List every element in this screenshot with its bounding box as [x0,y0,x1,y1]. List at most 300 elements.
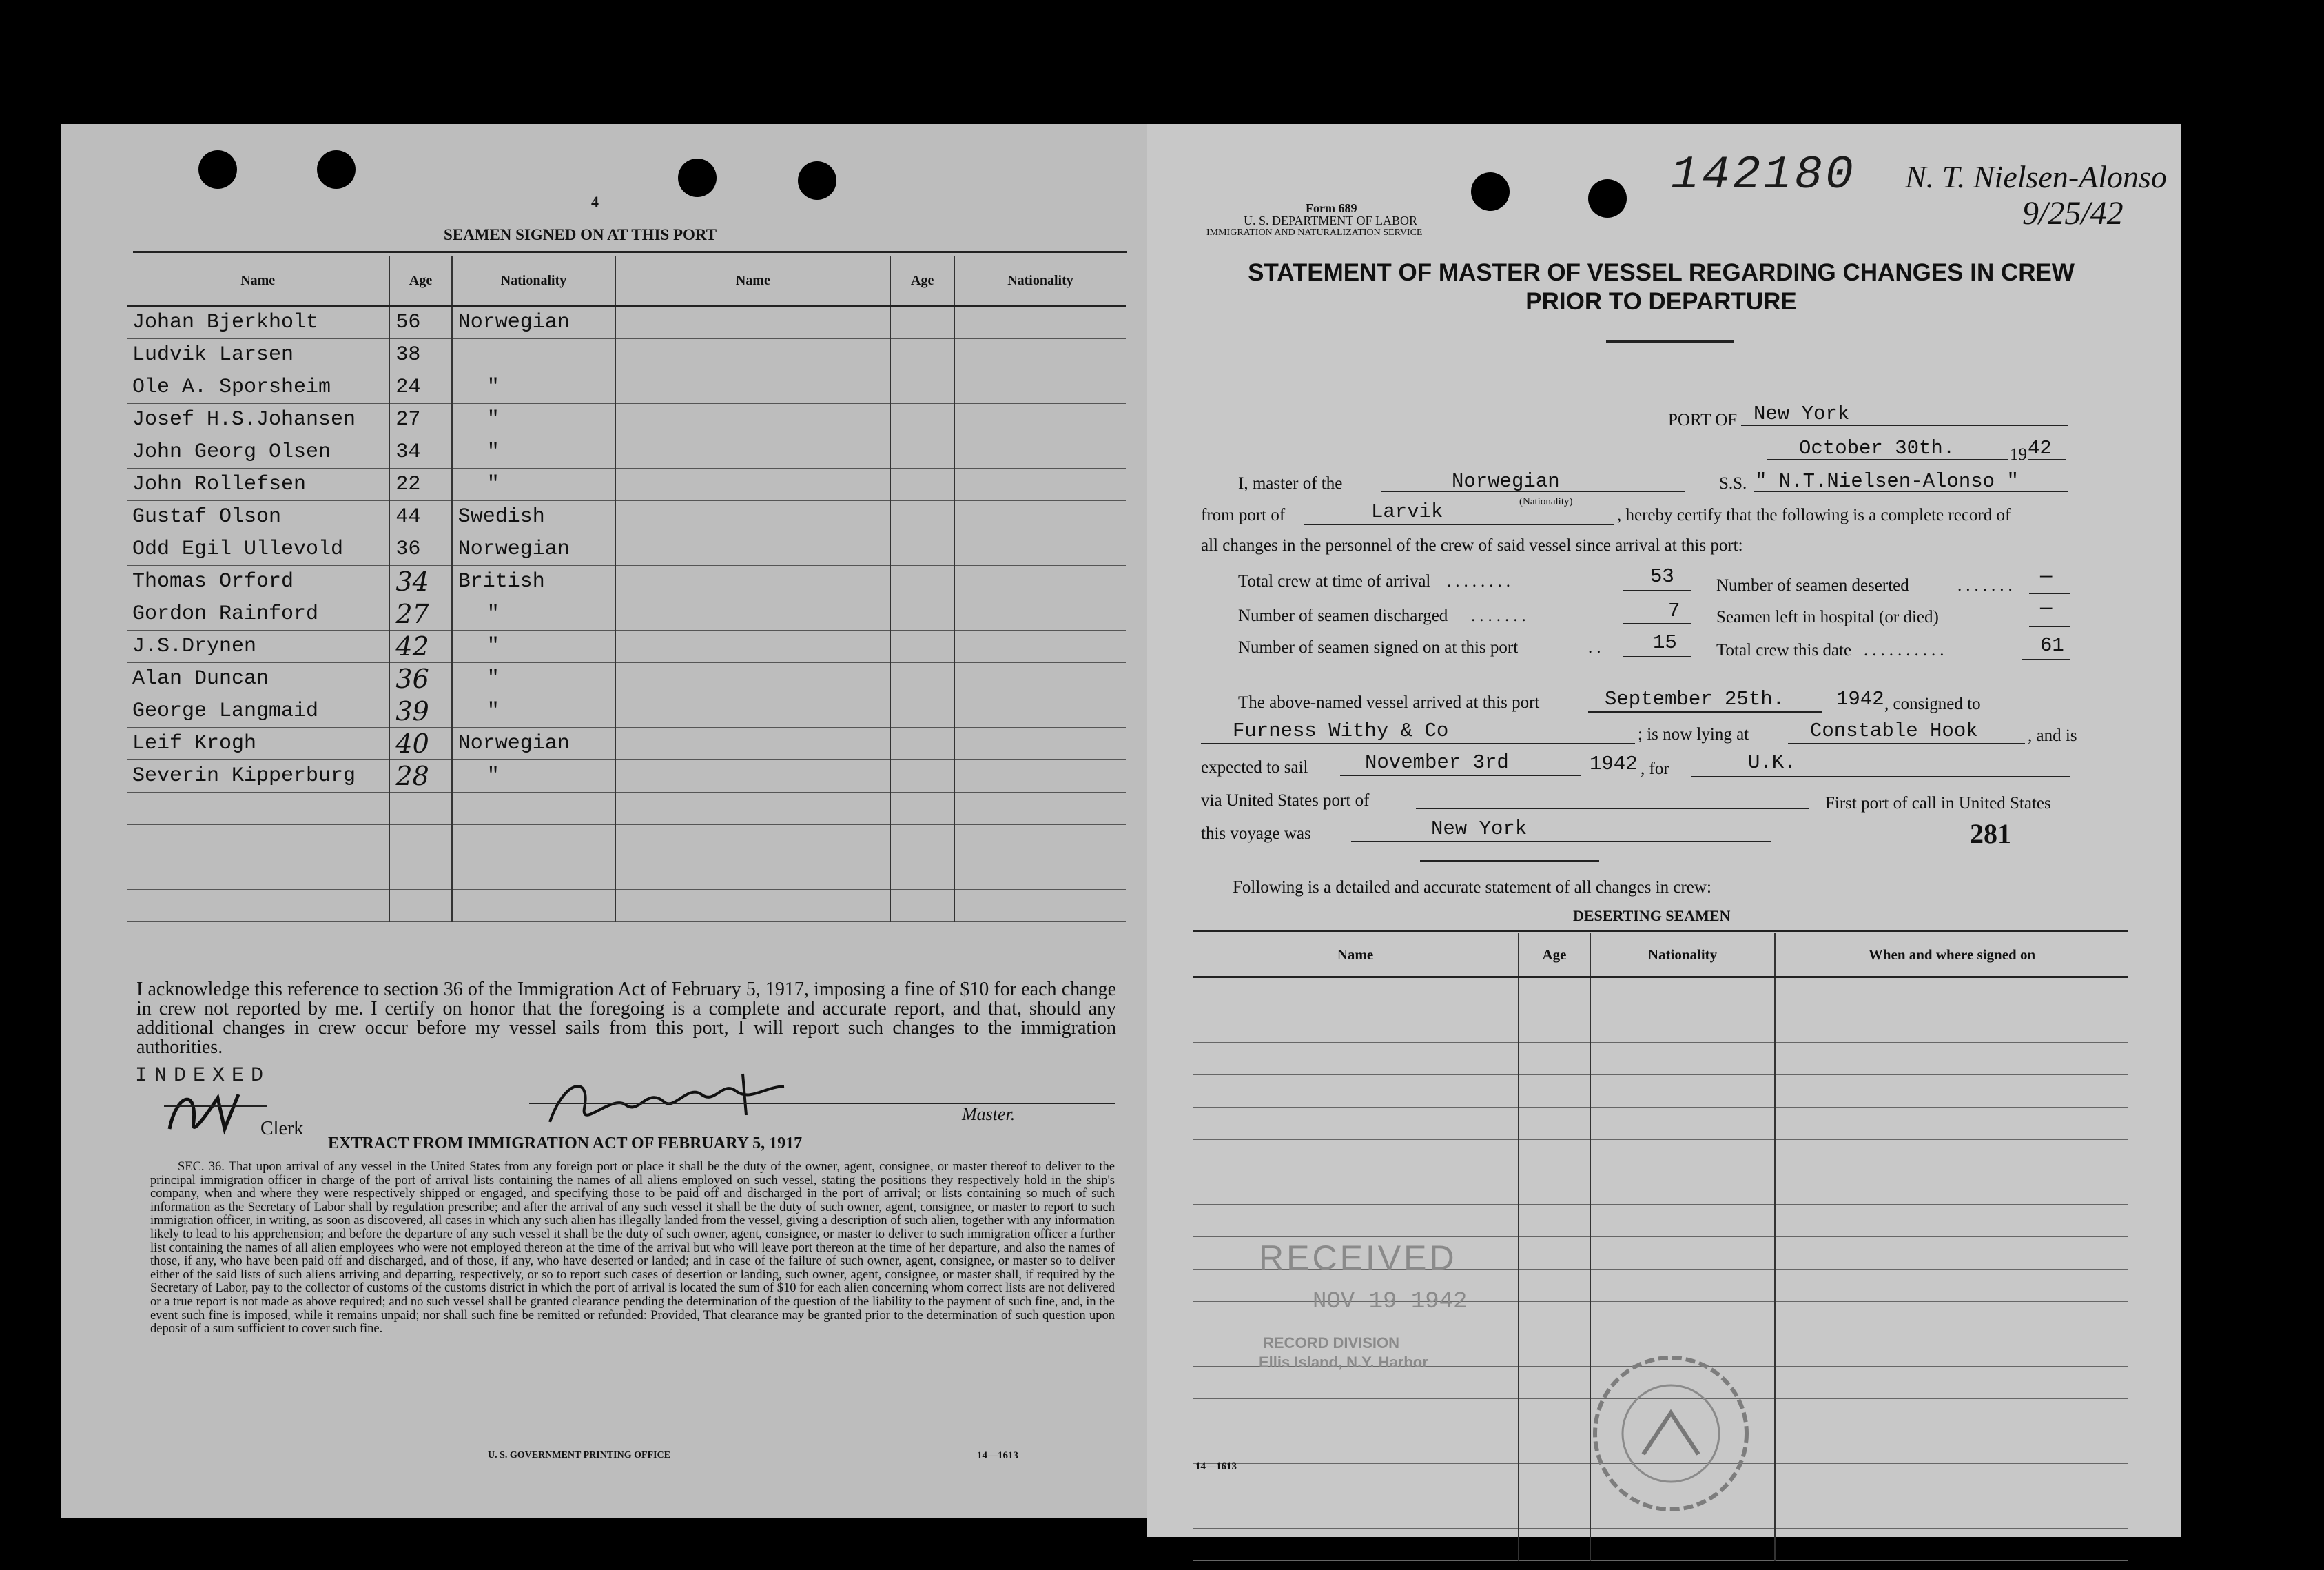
cell-age: 40 [389,728,451,760]
dot-leader: ....... [1957,576,2017,595]
empty-cell [1590,1302,1775,1334]
master-label: Master. [962,1104,1016,1124]
cell-age: 36 [389,663,451,695]
empty-cell [1519,1237,1590,1270]
cell-nationality: " [452,663,615,695]
value-line [2022,659,2070,660]
discharged-value: 7 [1668,600,1680,622]
empty-cell [1193,1529,1519,1561]
cell-name: Leif Krogh [127,728,389,760]
empty-cell [890,857,954,890]
received-stamp: RECEIVED [1259,1238,1457,1277]
empty-cell [389,890,451,922]
right-page [1147,124,2181,1537]
table-row [1193,1529,2128,1561]
empty-cell [1775,1108,2128,1140]
record-division: RECORD DIVISION [1263,1334,1400,1352]
punch-hole [1471,172,1510,211]
cell-age: 34 [389,566,451,598]
empty-cell [954,857,1126,890]
cell-age: 27 [389,404,451,436]
table-row [1193,1075,2128,1108]
empty-cell [615,631,890,663]
punch-hole [317,150,356,189]
table-header-row [127,256,1126,306]
empty-cell [1519,1334,1590,1367]
dot-leader: .. [1588,638,1605,657]
empty-cell [1775,1043,2128,1075]
this-voyage-line [1351,841,1771,842]
empty-cell [1193,1108,1519,1140]
column-header: When and where signed on [1775,933,2128,977]
empty-cell [954,371,1126,404]
cell-age: 34 [389,436,451,469]
empty-cell [954,306,1126,339]
cell-age: 22 [389,469,451,501]
cell-name: Ole A. Sporsheim [127,371,389,404]
received-date: NOV 19 1942 [1313,1289,1468,1315]
empty-cell [954,566,1126,598]
number-281: 281 [1970,818,2011,849]
empty-cell [1590,1140,1775,1172]
empty-cell [615,404,890,436]
total-crew-arrival-label: Total crew at time of arrival [1238,572,1431,591]
table-row [127,501,1126,533]
signed-on-label: Number of seamen signed on at this port [1238,638,1519,657]
empty-cell [890,501,954,533]
cell-nationality: " [452,469,615,501]
empty-cell [1519,1431,1590,1464]
empty-cell [954,501,1126,533]
cell-age: 24 [389,371,451,404]
empty-cell [954,404,1126,436]
acknowledgement-text: I acknowledge this reference to section 36 of the Immigration Act of February 5, 1917, imposing a fine of $10 for each change in crew not reported by me. I certify on honor that the foregoing is a complete and accurate report, and that, should any additional changes in crew occur before my vessel sails from this port, I will report such changes to the immigration authorities. [136,979,1116,1058]
empty-cell [1590,1237,1775,1270]
and-is-label: , and is [2028,726,2077,745]
dot-leader: ....... [1471,606,1530,625]
column-header: Age [890,256,954,306]
empty-cell [615,857,890,890]
handwritten-ship-name: N. T. Nielsen-Alonso [1905,159,2167,194]
empty-cell [452,793,615,825]
empty-cell [1519,1302,1590,1334]
from-port-value: Larvik [1371,500,1443,523]
dot-leader: .......... [1864,641,1948,660]
cell-nationality: British [452,566,615,598]
table-row [1193,1010,2128,1043]
table-row [127,371,1126,404]
empty-cell [1775,1431,2128,1464]
empty-cell [1519,1075,1590,1108]
empty-cell [127,857,389,890]
section-title: SEAMEN SIGNED ON AT THIS PORT [444,226,717,243]
empty-cell [452,825,615,857]
empty-cell [615,890,890,922]
printing-office: U. S. GOVERNMENT PRINTING OFFICE [488,1450,670,1460]
empty-cell [1590,1010,1775,1043]
empty-cell [615,695,890,728]
empty-cell [1193,1496,1519,1529]
empty-cell [1519,977,1590,1010]
master-of-label: I, master of the [1238,474,1343,493]
table-row [127,695,1126,728]
empty-cell [615,663,890,695]
certify-text: , hereby certify that the following is a complete record of [1617,506,2011,524]
cell-age: 44 [389,501,451,533]
table-row [127,890,1126,922]
via-label: via United States port of [1201,791,1370,810]
empty-cell [615,825,890,857]
empty-cell [1193,1172,1519,1205]
empty-cell [1193,1464,1519,1496]
port-value: New York [1754,402,1850,425]
cell-nationality: " [452,760,615,793]
empty-cell [1519,1496,1590,1529]
empty-cell [1775,1464,2128,1496]
year-value: 42 [2028,437,2052,460]
empty-cell [1193,1010,1519,1043]
signed-on-value: 15 [1653,631,1677,654]
table-row [1193,1108,2128,1140]
department: U. S. DEPARTMENT OF LABOR [1244,214,1417,227]
empty-cell [1519,1464,1590,1496]
arrived-line [1588,711,1822,713]
extract-text: SEC. 36. That upon arrival of any vessel in the United States from any foreign port or place it shall be the duty of the owner, agent, consignee, or master thereof to deliver to the principal immigration officer in charge of the port of arrival lists containing the names of all aliens employed on such vessel, stating the positions they respectively hold in the ship's company, when and where they were respectively shipped or engaged, and specifying those to be paid off and discharged in the port of arrival; or lists containing so much of such information as the Secretary of Labor shall by regulation prescribe; and after the arrival of any such vessel it shall be the duty of such owner, agent, consignee, or master to report to such immigration officer, in writing, as soon as discovered, all cases in which any such alien has illegally landed from the vessel, giving a description of such alien, together with any information likely to lead to his apprehension; and before the departure of any such vessel it shall be the duty of such owner, agent, consignee, or master to deliver to such immigration officer a further list containing the names of all alien employees who were not employed thereon at the time of the arrival but who will leave port thereon at the time of her departure, and also the names of those, if any, who have been paid off and discharged, and of those, if any, who have deserted or landed; and in case of the failure of such owner, agent, consignee, or master so to deliver either of the said lists of such aliens arriving and departing, respectively, or so to report such cases of desertion or landing, such owner, agent, consignee, or master shall, if required by the Secretary of Labor, pay to the collector of customs of the customs district in which the port of arrival is located the sum of $10 for each alien concerning whom correct lists are not delivered or a true report is not made as above required; and no such vessel shall be granted clearance pending the determination of the question of the liability to the payment of such fine, and, in the event such fine is imposed, while it remains unpaid; nor shall such fine be remitted or refunded: Provided, That clearance may be granted prior to the determination of such question upon deposit of a sum sufficient to cover such fine. [150,1160,1115,1336]
from-port-label: from port of [1201,506,1286,524]
table-row [127,533,1126,566]
empty-cell [1193,1140,1519,1172]
expected-line [1340,775,1581,776]
empty-cell [1775,977,2128,1010]
dot-leader: ........ [1447,572,1514,591]
empty-cell [1590,1108,1775,1140]
value-line [1623,656,1691,657]
total-crew-date-value: 61 [2040,634,2064,657]
empty-cell [890,695,954,728]
cell-age: 36 [389,533,451,566]
table-header-row [1193,933,2128,977]
punch-hole [678,159,717,197]
lying-line [1788,743,2025,744]
clerk-line [164,1105,267,1107]
for-label: , for [1641,759,1669,778]
column-header: Nationality [954,256,1126,306]
empty-cell [1775,1075,2128,1108]
empty-cell [890,631,954,663]
extract-title: EXTRACT FROM IMMIGRATION ACT OF FEBRUARY 5, 1917 [328,1134,803,1152]
column-header: Age [1519,933,1590,977]
empty-cell [1519,1367,1590,1399]
empty-cell [1775,1140,2128,1172]
table-row [127,663,1126,695]
empty-cell [954,469,1126,501]
empty-cell [615,598,890,631]
empty-cell [127,793,389,825]
expected-year: 1942 [1590,753,1638,775]
hospital-label: Seamen left in hospital (or died) [1716,608,1939,626]
table-row [127,793,1126,825]
empty-cell [615,339,890,371]
deserting-title: DESERTING SEAMEN [1573,907,1731,924]
empty-cell [1193,1431,1519,1464]
empty-cell [1193,1075,1519,1108]
column-header: Name [615,256,890,306]
cell-nationality: Norwegian [452,533,615,566]
via-line [1416,808,1809,809]
empty-cell [615,566,890,598]
this-voyage-label: this voyage was [1201,824,1311,843]
table-row [1193,1043,2128,1075]
date-value: October 30th. [1799,437,1955,460]
empty-cell [615,501,890,533]
table-row [1193,977,2128,1010]
port-label: PORT OF [1668,411,1738,429]
table-row [1193,1172,2128,1205]
empty-cell [1775,1367,2128,1399]
cell-nationality: " [452,371,615,404]
punch-hole [798,161,836,200]
table-row [127,857,1126,890]
empty-cell [954,793,1126,825]
cell-name: Josef H.S.Johansen [127,404,389,436]
empty-cell [1775,1496,2128,1529]
consignee-value: Furness Withy & Co [1233,720,1449,742]
empty-cell [1193,1205,1519,1237]
form-code: 14—1613 [1195,1461,1237,1472]
empty-cell [890,306,954,339]
ss-label: S.S. [1719,474,1747,493]
this-voyage-value: New York [1431,817,1528,840]
empty-cell [1590,1043,1775,1075]
cell-name: Odd Egil Ullevold [127,533,389,566]
total-crew-arrival-value: 53 [1650,565,1674,588]
deserted-value: — [2040,565,2053,588]
lying-value: Constable Hook [1810,720,1978,742]
empty-cell [1775,1270,2128,1302]
cell-nationality: " [452,436,615,469]
expected-value: November 3rd [1365,751,1509,774]
cell-nationality: " [452,695,615,728]
column-header: Nationality [1590,933,1775,977]
certify-text-2: all changes in the personnel of the crew of said vessel since arrival at this port: [1201,536,1743,555]
discharged-label: Number of seamen discharged [1238,606,1448,625]
hospital-value: — [2040,597,2053,620]
empty-cell [890,825,954,857]
table-row [127,404,1126,436]
empty-cell [954,760,1126,793]
year-line [2028,459,2066,460]
empty-cell [615,306,890,339]
consigned-label: , consigned to [1884,695,1981,713]
value-line [1623,590,1691,591]
empty-cell [1590,1205,1775,1237]
empty-cell [890,793,954,825]
empty-cell [890,436,954,469]
table-row [127,598,1126,631]
empty-cell [890,533,954,566]
table-row [127,728,1126,760]
cell-nationality: Swedish [452,501,615,533]
empty-cell [1519,1010,1590,1043]
empty-cell [954,825,1126,857]
round-postmark-stamp [1588,1351,1754,1516]
cell-name: Severin Kipperburg [127,760,389,793]
empty-cell [1590,1529,1775,1561]
master-signature [536,1067,812,1143]
for-value: U.K. [1748,751,1796,774]
empty-cell [1519,1270,1590,1302]
short-line [1420,860,1599,862]
following-label: Following is a detailed and accurate statement of all changes in crew: [1233,878,1711,897]
empty-cell [389,857,451,890]
table-row [127,631,1126,663]
cell-nationality: Norwegian [452,728,615,760]
deserted-label: Number of seamen deserted [1716,576,1909,595]
signature-line [529,1103,1115,1104]
table-row [127,306,1126,339]
empty-cell [1519,1108,1590,1140]
cell-name: Alan Duncan [127,663,389,695]
cell-age: 39 [389,695,451,728]
table-row [127,436,1126,469]
empty-cell [954,728,1126,760]
ship-name: " N.T.Nielsen-Alonso " [1755,470,2019,493]
left-page [61,124,1151,1518]
cell-name: George Langmaid [127,695,389,728]
arrived-value: September 25th. [1605,688,1785,711]
empty-cell [890,339,954,371]
empty-cell [615,436,890,469]
value-line [2029,593,2070,594]
cell-age: 56 [389,306,451,339]
table-row [127,760,1126,793]
column-header: Name [1193,933,1519,977]
table-row [127,825,1126,857]
empty-cell [389,825,451,857]
column-header: Name [127,256,389,306]
empty-cell [954,890,1126,922]
empty-cell [1193,1043,1519,1075]
cell-name: Ludvik Larsen [127,339,389,371]
empty-cell [954,695,1126,728]
empty-cell [890,663,954,695]
clerk-label: Clerk [260,1118,304,1139]
empty-cell [1775,1302,2128,1334]
column-header: Age [389,256,451,306]
empty-cell [1519,1205,1590,1237]
table-row [127,339,1126,371]
form-code: 14—1613 [977,1450,1018,1461]
form-number: Form 689 [1306,201,1357,215]
cell-name: John Rollefsen [127,469,389,501]
punch-hole [1588,179,1627,218]
empty-cell [1193,977,1519,1010]
empty-cell [954,663,1126,695]
divider [1193,930,2128,932]
empty-cell [890,728,954,760]
cell-nationality: " [452,631,615,663]
empty-cell [127,890,389,922]
empty-cell [615,793,890,825]
expected-label: expected to sail [1201,758,1308,777]
lying-label: ; is now lying at [1638,725,1749,744]
nationality-value: Norwegian [1452,470,1560,493]
cell-name: John Georg Olsen [127,436,389,469]
empty-cell [890,404,954,436]
empty-cell [1775,1237,2128,1270]
year-prefix: 19 [2010,445,2027,464]
empty-cell [1519,1399,1590,1431]
cell-nationality [452,339,615,371]
ellis-island: Ellis Island, N.Y. Harbor [1259,1354,1428,1371]
empty-cell [615,469,890,501]
empty-cell [1775,1399,2128,1431]
page-number: 4 [591,193,599,210]
arrived-label: The above-named vessel arrived at this port [1238,693,1540,712]
empty-cell [389,793,451,825]
empty-cell [127,825,389,857]
empty-cell [1590,1270,1775,1302]
seamen-table-body [127,306,1126,922]
table-row [127,469,1126,501]
table-row [1193,1140,2128,1172]
cell-name: J.S.Drynen [127,631,389,663]
clerk-initials [163,1081,252,1143]
cell-age: 42 [389,631,451,663]
empty-cell [1519,1140,1590,1172]
cell-name: Gordon Rainford [127,598,389,631]
seamen-table [127,256,1126,922]
title-underline [1606,340,1734,343]
cell-age: 28 [389,760,451,793]
table-row [127,566,1126,598]
empty-cell [1775,1334,2128,1367]
nationality-caption: (Nationality) [1519,496,1573,507]
cell-nationality: " [452,598,615,631]
empty-cell [890,890,954,922]
cell-age: 27 [389,598,451,631]
empty-cell [1590,977,1775,1010]
empty-cell [1519,1043,1590,1075]
empty-cell [1519,1172,1590,1205]
cell-name: Gustaf Olson [127,501,389,533]
empty-cell [615,533,890,566]
empty-cell [615,728,890,760]
empty-cell [452,857,615,890]
empty-cell [452,890,615,922]
cell-name: Thomas Orford [127,566,389,598]
empty-cell [890,469,954,501]
from-port-line [1304,524,1614,525]
column-header: Nationality [452,256,615,306]
empty-cell [890,598,954,631]
empty-cell [954,631,1126,663]
empty-cell [1775,1010,2128,1043]
empty-cell [954,598,1126,631]
handwritten-file-number: 142180 [1671,149,1856,202]
form-title-line1: STATEMENT OF MASTER OF VESSEL REGARDING CHANGES IN CREW [1248,259,2075,286]
cell-age: 38 [389,339,451,371]
empty-cell [1775,1529,2128,1561]
first-port-label: First port of call in United States [1825,794,2051,813]
empty-cell [954,533,1126,566]
empty-cell [1193,1399,1519,1431]
divider [133,251,1127,253]
empty-cell [1590,1075,1775,1108]
service: IMMIGRATION AND NATURALIZATION SERVICE [1206,227,1423,238]
punch-hole [198,150,237,189]
empty-cell [1590,1172,1775,1205]
